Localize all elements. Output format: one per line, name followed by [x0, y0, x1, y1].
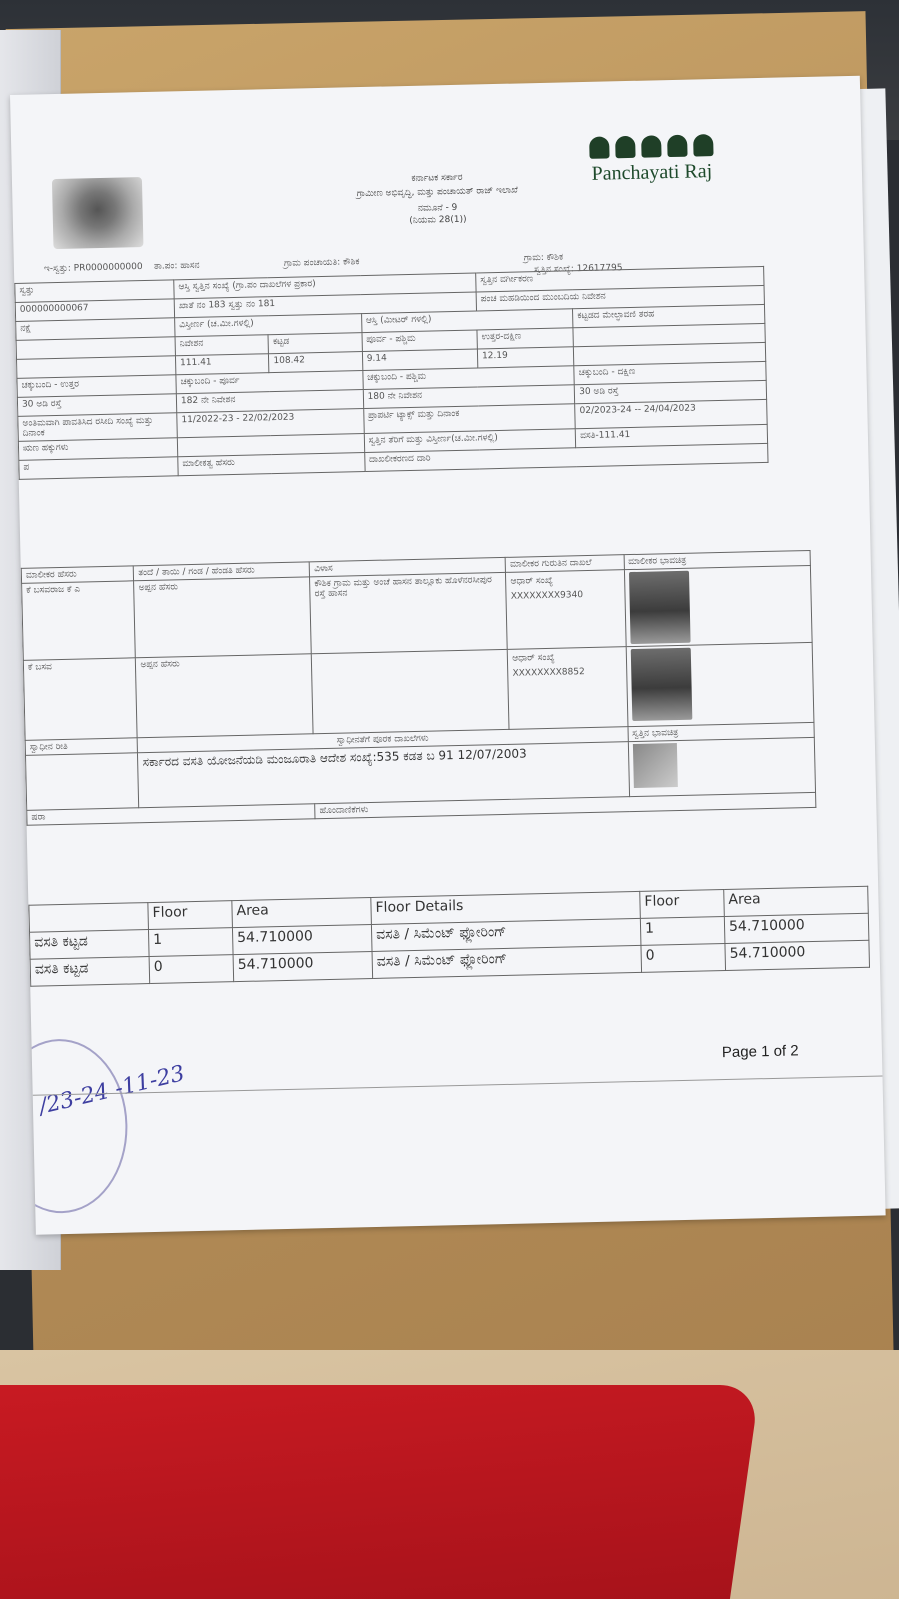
table-cell: ಆಸ್ತಿ ಸ್ವತ್ತಿನ ಸಂಖ್ಯೆ (ಗ್ರಾ.ಪಂ ದಾಖಲೆಗಳ ಪ್ರಕಾರ): [174, 273, 476, 299]
floor-area: 54.710000: [232, 925, 372, 955]
table-cell: ಸ್ವತ್ತಿನ ವರ್ಗೀಕರಣ: [476, 266, 764, 292]
table-cell: ಸ್ವತ್ತಿನ ತೆರಿಗೆ ಮತ್ತು ವಿಸ್ತೀರ್ಣ(ಚ.ಮೀ.ಗಳಲ್ಲಿ): [364, 429, 576, 453]
column-header: ವಿಳಾಸ: [309, 557, 505, 576]
column-header: [29, 903, 149, 933]
owner-relation: ಅಪ್ಪನ ಹೆಸರು: [136, 654, 314, 738]
owners-table: [21, 550, 817, 826]
floor-area: 54.710000: [724, 913, 869, 943]
meta-panchayat: ಗ್ರಾಮ ಪಂಚಾಯತಿ: ಕೌಶಿಕ: [283, 257, 360, 269]
meta-taluk: ತಾ.ಪಂ: ಹಾಸನ: [153, 260, 200, 272]
column-header: ತಂದೆ / ತಾಯಿ / ಗಂಡ / ಹೆಂಡತಿ ಹೆಸರು: [134, 562, 310, 581]
property-details-table: [14, 266, 768, 480]
table-cell: 9.14: [362, 349, 478, 371]
table-cell: ಕಟ್ಟಡ: [268, 333, 362, 354]
table-cell: ಆಸ್ತಿ (ಮೀಟರ್ ಗಳಲ್ಲಿ): [361, 309, 573, 333]
header-line: ಗ್ರಾಮೀಣ ಅಭಿವೃದ್ಧಿ, ಮತ್ತು ಪಂಚಾಯತ್ ರಾಜ್ ಇಲಾಖೆ: [356, 185, 518, 200]
header-line: ನಮೂನೆ - 9: [417, 202, 458, 214]
table-cell: ನಿವೇಶನ: [175, 335, 269, 356]
column-header: Floor: [148, 901, 233, 930]
owner-photo: [628, 571, 690, 644]
table-cell: ದಾಖಲೀಕರಣದ ದಾರಿ: [364, 443, 768, 471]
meta-epid: ಇ-ಸ್ವತ್ತು: PR0000000000: [43, 262, 143, 275]
table-cell: ಚಕ್ಕುಬಂದಿ - ದಕ್ಷಿಣ: [574, 361, 766, 384]
owner-photo: [630, 648, 692, 721]
property-photo-cell: [628, 737, 816, 796]
column-header: Area: [724, 886, 869, 916]
page-number: Page 1 of 2: [721, 1042, 799, 1062]
column-header: Floor Details: [371, 891, 641, 924]
table-cell: 111.41: [175, 354, 269, 375]
floor-number: 1: [148, 928, 233, 957]
remarks-label: ಷರಾ: [27, 804, 316, 826]
table-cell: 108.42: [269, 352, 363, 373]
table-cell: ವಸತಿ-111.41: [576, 424, 768, 447]
column-header: Area: [232, 898, 372, 928]
owner-id: ಆಧಾರ್ ಸಂಖ್ಯೆ XXXXXXXX9340: [506, 570, 626, 650]
table-cell: 000000000067: [15, 299, 174, 322]
document-page: [10, 76, 886, 1235]
table-cell: ಅಂತಿಮವಾಗಿ ಪಾವತಿಸಿದ ರಸೀದಿ ಸಂಖ್ಯೆ ಮತ್ತು ದಿನಾಂಕ: [18, 413, 178, 442]
floor-number: 0: [641, 943, 726, 972]
table-cell: ಚಕ್ಕುಬಂದಿ - ಪೂರ್ವ: [176, 371, 363, 394]
column-header: ಮಾಲೀಕರ ಭಾವಚಿತ್ರ: [624, 550, 811, 569]
table-cell: ಖಾತೆ ನಂ 183 ಸ್ವತ್ತು ನಂ 181: [174, 292, 476, 318]
table-cell: 30 ಅಡಿ ರಸ್ತೆ: [17, 394, 176, 417]
table-cell: ಪೂರ್ವ - ಪಶ್ಚಿಮ: [362, 330, 478, 352]
table-cell: ವಿಸ್ತೀರ್ಣ (ಚ.ಮೀ.ಗಳಲ್ಲಿ): [175, 314, 362, 337]
table-cell: ಚಕ್ಕುಬಂದಿ - ಪಶ್ಚಿಮ: [363, 366, 575, 390]
document-header: [10, 76, 863, 245]
acquisition-doc-header: ಸ್ವಾಧೀನತೆಗೆ ಪೂರಕ ದಾಖಲೆಗಳು: [138, 727, 628, 753]
table-cell: ಸ್ವತ್ತು: [15, 280, 174, 303]
logo-text: Panchayati Raj: [591, 160, 713, 185]
floor-number: 1: [640, 917, 725, 946]
red-cloth: [0, 1385, 760, 1599]
table-cell: ಉತ್ತರ-ದಕ್ಷಿಣ: [477, 328, 574, 349]
owner-relation: ಅಪ್ಪನ ಹೆಸರು: [134, 577, 312, 658]
column-header: ಮಾಲೀಕರ ಗುರುತಿನ ದಾಖಲೆ: [505, 555, 624, 573]
owner-address: ಕೌಶಿಕ ಗ್ರಾಮ ಮತ್ತು ಅಂಚೆ ಹಾಸನ ತಾಲ್ಲೂಕು ಹೊಳೆನರಸೀಪುರ ರಸ್ತೆ ಹಾಸನ: [310, 572, 508, 653]
meta-property-id: ಸ್ವತ್ತಿನ ಸಂಖ್ಯೆ: 12617795: [533, 263, 623, 276]
floor-number: 0: [149, 955, 234, 984]
handwritten-signature: /23-24 -11-23: [36, 1061, 188, 1120]
floor-area: 54.710000: [233, 952, 373, 982]
table-cell: ಕಟ್ಟಡದ ಮೇಲ್ಛಾವಣಿ ತರಹ: [573, 304, 765, 327]
floor-details-table: [28, 886, 870, 987]
header-line: ಕರ್ನಾಟಕ ಸರ್ಕಾರ: [411, 172, 463, 184]
people-icon: [581, 134, 721, 159]
owner-photo-cell: [624, 565, 812, 646]
table-cell: 11/2022-23 - 22/02/2023: [177, 409, 364, 438]
table-cell: ಮಾಲೀಕತ್ವ ಹೆಸರು: [178, 453, 365, 476]
remarks-header: ಹೊಂದಾಣಿಕೆಗಳು: [315, 792, 816, 818]
floor-details: ವಸತಿ / ಸಿಮೆಂಟ್ ಫ್ಲೋರಿಂಗ್: [371, 918, 641, 951]
table-cell: 02/2023-24 -- 24/04/2023: [575, 399, 767, 428]
table-cell: ಪ: [19, 457, 178, 480]
table-cell: ಋಣ ಹಕ್ಕುಗಳು: [18, 438, 177, 461]
table-cell: 182 ನೇ ನಿವೇಶನ: [176, 390, 363, 413]
owner-address: [312, 649, 510, 733]
owner-id: ಆಧಾರ್ ಸಂಖ್ಯೆ XXXXXXXX8852: [508, 647, 628, 730]
acquisition-label: ಸ್ವಾಧೀನ ರೀತಿ: [25, 738, 138, 756]
table-cell: 180 ನೇ ನಿವೇಶನ: [363, 385, 575, 409]
table-cell: ನಕ್ಷೆ: [16, 318, 175, 341]
property-photo: [632, 743, 677, 788]
owner-name: ಕೆ ಬಸವ: [23, 658, 137, 741]
panchayati-raj-logo: [581, 134, 723, 207]
table-cell: 30 ಅಡಿ ರಸ್ತೆ: [575, 380, 767, 403]
floor-type: ವಸತಿ ಕಟ್ಟಡ: [30, 930, 150, 960]
owner-photo-cell: [626, 642, 814, 726]
table-cell: ಪಂಚ ಮಹಡಿಯಿಂದ ಮುಂಬದಿಯ ನಿವೇಶನ: [476, 285, 764, 311]
header-line: (ನಿಯಮ 28(1)): [409, 214, 467, 226]
acquisition-doc-text: ಸರ್ಕಾರದ ವಸತಿ ಯೋಜನೆಯಡಿ ಮಂಜೂರಾತಿ ಆದೇಶ ಸಂಖ್ಯೆ:535 ಕಡತ ಬ 91 12/07/2003: [138, 742, 629, 808]
table-cell: ಪ್ರಾಪರ್ಟಿ ಟ್ಯಾಕ್ಸ್ ಮತ್ತು ದಿನಾಂಕ: [363, 404, 575, 434]
table-cell: [25, 753, 139, 811]
column-header: Floor: [640, 890, 725, 919]
property-photo-header: ಸ್ವತ್ತಿನ ಭಾವಚಿತ್ರ: [627, 722, 814, 741]
floor-area: 54.710000: [725, 940, 870, 970]
floor-type: ವಸತಿ ಕಟ್ಟಡ: [30, 957, 150, 987]
column-header: ಮಾಲೀಕರ ಹೆಸರು: [21, 566, 134, 584]
table-cell: 12.19: [477, 347, 574, 368]
meta-village: ಗ್ರಾಮ: ಕೌಶಿಕ: [523, 252, 564, 264]
owner-name: ಕೆ ಬಸವರಾಜ ಕೆ ಎ: [22, 581, 136, 661]
table-cell: ಚಕ್ಕುಬಂದಿ - ಉತ್ತರ: [17, 375, 176, 398]
floor-details: ವಸತಿ / ಸಿಮೆಂಟ್ ಫ್ಲೋರಿಂಗ್: [372, 945, 642, 978]
